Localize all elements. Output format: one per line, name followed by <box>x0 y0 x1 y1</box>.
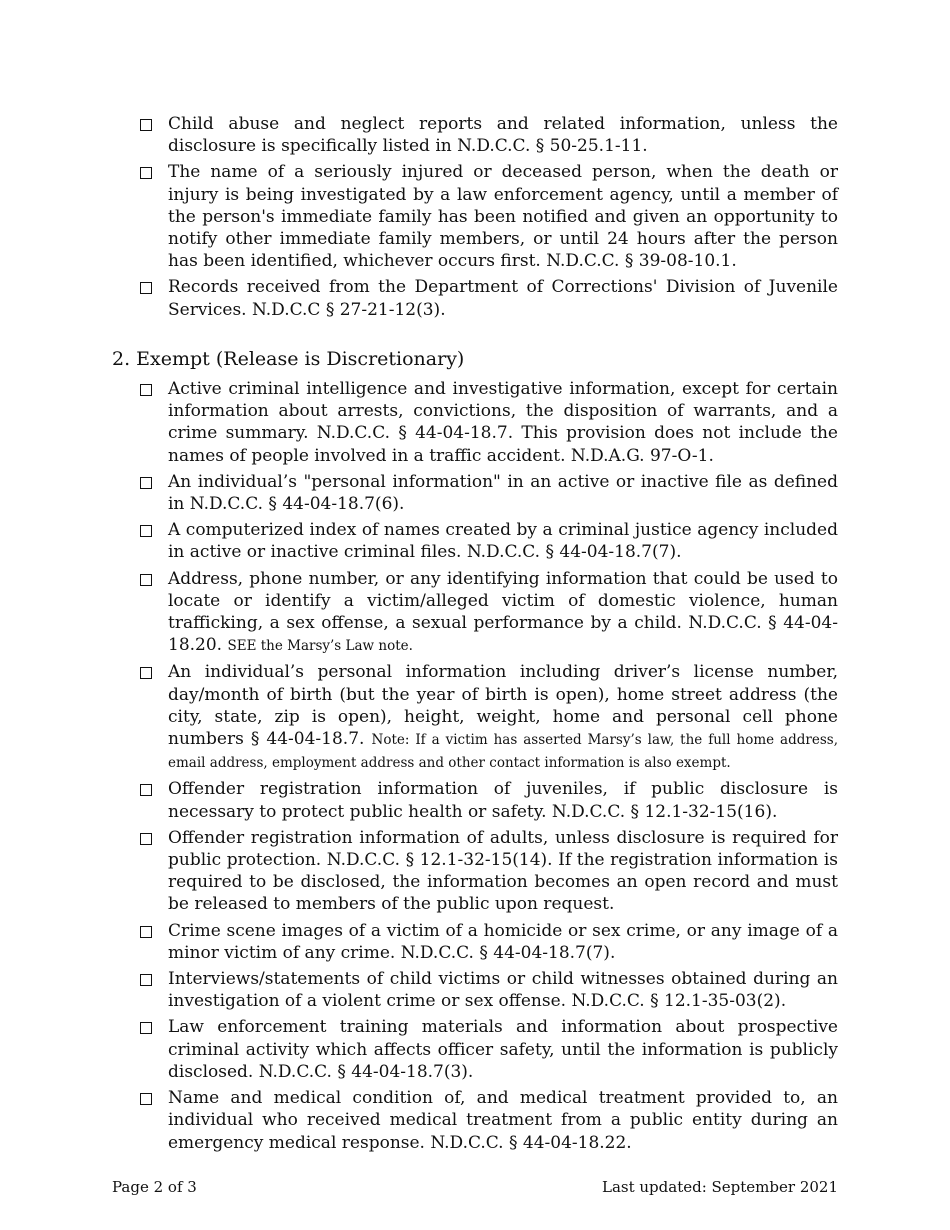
section-2-heading: 2. Exempt (Release is Discretionary) <box>112 348 465 370</box>
checkbox-icon <box>140 282 152 294</box>
checkbox-icon <box>140 1022 152 1034</box>
item-text: Active criminal intelligence and investigative information, except for certain information about arrests, convictions, the disposition of warrants, and a crime summary. N.D.C.C. § 44-04-18.7. This provision does not include the names of people involved in a traffic accident. N.D.A.G. 97-O-1. <box>168 379 838 466</box>
list-item <box>140 378 838 467</box>
list-item <box>140 568 838 658</box>
item-note: Note: If a victim has asserted Marsy’s law, the full home address, email address, employment address and other contact information is also exempt. <box>168 732 838 772</box>
item-text: An individual’s personal information including driver’s license number, day/month of birth (but the year of birth is open), home street address (the city, state, zip is open), height, weight, home and personal cell phone numbers § 44-04-18.7. <box>168 662 838 750</box>
checkbox-icon <box>140 667 152 679</box>
list-item <box>140 471 838 515</box>
item-text: Records received from the Department of Corrections' Division of Juvenile Services. N.D.C.C § 27-21-12(3). <box>168 277 838 320</box>
checkbox-icon <box>140 574 152 586</box>
list-item <box>140 968 838 1012</box>
list-item <box>140 276 838 320</box>
checkbox-icon <box>140 926 152 938</box>
section-1-list <box>140 113 838 325</box>
last-updated: Last updated: September 2021 <box>601 1178 838 1196</box>
item-text: Offender registration information of juveniles, if public disclosure is necessary to protect public health or safety. N.D.C.C. § 12.1-32-15(16). <box>168 779 838 822</box>
item-text: A computerized index of names created by a criminal justice agency included in active or inactive criminal files. N.D.C.C. § 44-04-18.7(7). <box>168 520 838 563</box>
item-text: Offender registration information of adults, unless disclosure is required for public protection. N.D.C.C. § 12.1-32-15(14). If the registration information is required to be disclosed, the information becomes an open record and must be released to members of the public upon request. <box>168 827 838 915</box>
list-item <box>140 113 838 157</box>
checkbox-icon <box>140 1093 152 1105</box>
item-text: Law enforcement training materials and information about prospective criminal activity which affects officer safety, until the information is publicly disclosed. N.D.C.C. § 44-04-18.7(3). <box>168 1017 838 1082</box>
item-text: Child abuse and neglect reports and related information, unless the disclosure is specifically listed in N.D.C.C. § 50-25.1-11. <box>168 114 838 157</box>
checkbox-icon <box>140 167 152 179</box>
checkbox-icon <box>140 119 152 131</box>
checkbox-icon <box>140 384 152 396</box>
item-text: Crime scene images of a victim of a homicide or sex crime, or any image of a minor victim of any crime. N.D.C.C. § 44-04-18.7(7). <box>168 920 838 963</box>
checkbox-icon <box>140 784 152 796</box>
list-item <box>140 519 838 563</box>
list-item <box>140 1016 838 1083</box>
item-note: SEE the Marsy’s Law note. <box>227 638 413 655</box>
checkbox-icon <box>140 974 152 986</box>
checkbox-icon <box>140 525 152 537</box>
item-text: Interviews/statements of child victims or child witnesses obtained during an investigation of a violent crime or sex offense. N.D.C.C. § 12.1-35-03(2). <box>168 969 838 1012</box>
list-item <box>140 161 838 272</box>
checkbox-icon <box>140 477 152 489</box>
list-item <box>140 1087 838 1154</box>
list-item <box>140 778 838 822</box>
list-item <box>140 827 838 916</box>
item-text: An individual’s "personal information" in an active or inactive file as defined in N.D.C.C. § 44-04-18.7(6). <box>168 471 838 515</box>
list-item <box>140 920 838 964</box>
item-text: Address, phone number, or any identifying information that could be used to locate or identify a victim/alleged victim of domestic violence, human trafficking, a sex offense, a sexual performance by a child. N.D.C.C. § 44-04-18.20. <box>168 568 838 656</box>
list-item <box>140 661 838 774</box>
item-text: The name of a seriously injured or deceased person, when the death or injury is being investigated by a law enforcement agency, until a member of the person's immediate family has been notified and given an opportunity to notify other immediate family members, or until 24 hours after the person has been identified, whichever occurs first. N.D.C.C. § 39-08-10.1. <box>168 162 838 272</box>
checkbox-icon <box>140 833 152 845</box>
page-number: Page 2 of 3 <box>112 1178 197 1196</box>
section-2-list <box>140 378 838 1158</box>
item-text: Name and medical condition of, and medical treatment provided to, an individual who received medical treatment from a public entity during an emergency medical response. N.D.C.C. § 44-04-18.22. <box>168 1088 838 1153</box>
